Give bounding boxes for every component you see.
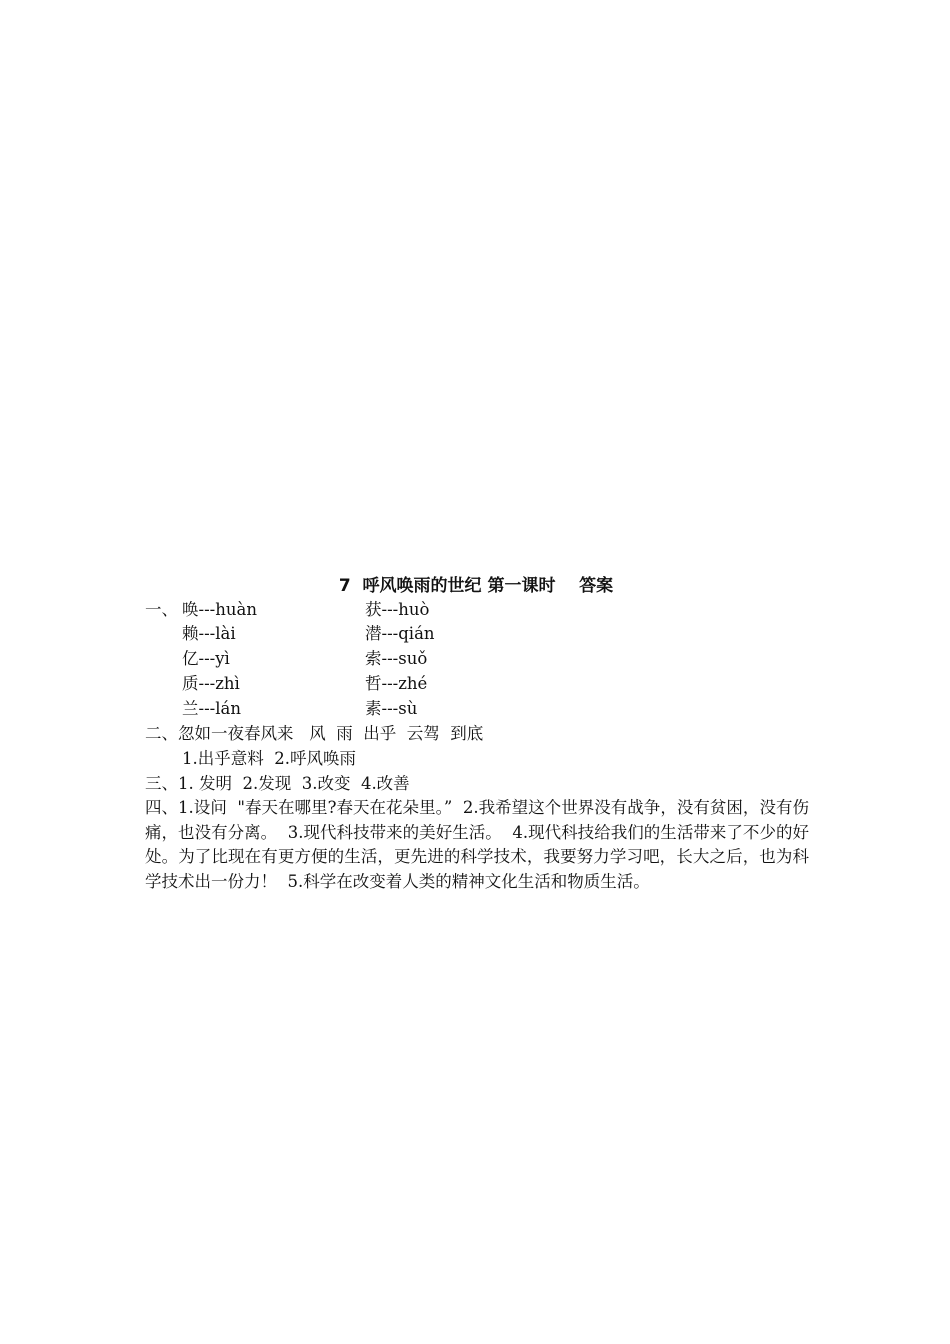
section1-marker: 一、 — [145, 600, 178, 619]
section2-line1: 二、忽如一夜春风来 风 雨 出乎 云驾 到底 — [145, 724, 484, 743]
pinyin-item-right-5: 素---sù — [365, 699, 418, 718]
pinyin-item-left-2: 赖---lài — [182, 624, 236, 643]
pinyin-item-right-4: 哲---zhé — [365, 674, 428, 693]
pinyin-item-left-3: 亿---yì — [182, 649, 230, 668]
pinyin-item-right-1: 获---huò — [365, 600, 430, 619]
pinyin-item-right-2: 潜---qián — [365, 624, 435, 643]
pinyin-item-right-3: 索---suǒ — [365, 649, 428, 668]
section4-paragraph: 四、1.设问 "春天在哪里?春天在花朵里。” 2.我希望这个世界没有战争，没有贫困，没有伤痛，也没有分离。 3.现代科技带来的美好生活。 4.现代科技给我们的生活带来了不少的好处。为了比现在有更方便的生活，更先进的科学技术，我要努力学习吧，长大之后，也为科学技术出一份力！ 5.科学在改变着人类的精神文化生活和物质生活。 — [145, 798, 809, 891]
page-title: 7 呼风唤雨的世纪 第一课时 答案 — [338, 576, 614, 596]
section2-line2: 1.出乎意料 2.呼风唤雨 — [182, 749, 356, 768]
pinyin-item-left-5: 兰---lán — [182, 699, 241, 718]
pinyin-item-left-1: 唤---huàn — [182, 600, 257, 619]
section3-line1: 三、1. 发明 2.发现 3.改变 4.改善 — [145, 774, 410, 793]
pinyin-item-left-4: 质---zhì — [182, 674, 240, 693]
